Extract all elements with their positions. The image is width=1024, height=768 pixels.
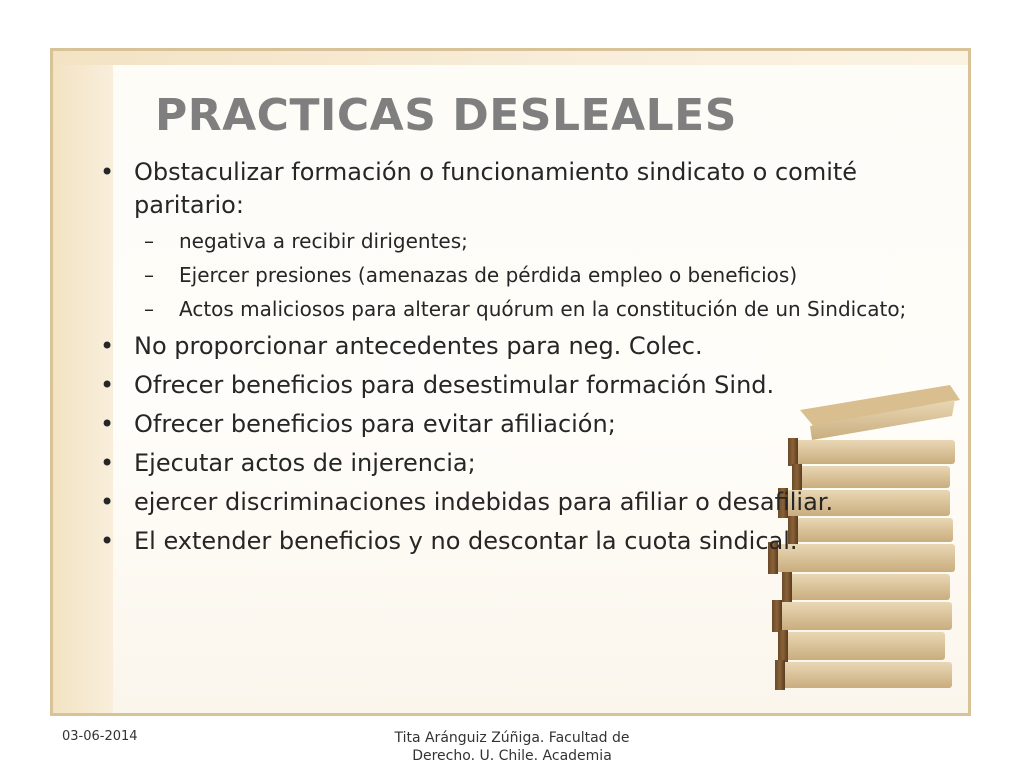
dash-icon: – — [144, 263, 154, 287]
bullet-item — [100, 447, 920, 480]
footer-date: 03-06-2014 — [62, 729, 138, 744]
bullet-text: Obstaculizar formación o funcionamiento sindicato o comité paritario: — [134, 158, 858, 219]
footer-author — [362, 729, 662, 765]
frame-top-band — [53, 51, 968, 65]
bullet-icon: • — [100, 158, 115, 186]
bullet-text: Ofrecer beneficios para desestimular formación Sind. — [134, 371, 775, 399]
sub-bullet-item — [100, 262, 920, 289]
bullet-item — [100, 330, 920, 363]
bullet-item — [100, 156, 920, 222]
sub-bullet-item — [100, 228, 920, 255]
bullet-item — [100, 525, 920, 558]
bullet-text: Ofrecer beneficios para evitar afiliación; — [134, 410, 616, 438]
bullet-item — [100, 369, 920, 402]
bullet-item — [100, 486, 920, 519]
bullet-icon: • — [100, 332, 115, 360]
slide-title: PRACTICAS DESLEALES — [155, 90, 737, 141]
sub-bullet-list — [100, 228, 920, 323]
bullet-text: No proporcionar antecedentes para neg. Colec. — [134, 332, 703, 360]
footer-author-line: Tita Aránguiz Zúñiga. Facultad de — [394, 730, 630, 746]
dash-icon: – — [144, 229, 154, 253]
bullet-icon: • — [100, 449, 115, 477]
bullet-text: Ejecutar actos de injerencia; — [134, 449, 476, 477]
bullet-list — [100, 156, 920, 564]
bullet-item — [100, 408, 920, 441]
sub-bullet-item — [100, 296, 920, 323]
sub-bullet-text: Actos maliciosos para alterar quórum en la constitución de un Sindicato; — [179, 297, 907, 321]
bullet-icon: • — [100, 371, 115, 399]
dash-icon: – — [144, 297, 154, 321]
footer-author-line: Derecho. U. Chile. Academia — [412, 748, 612, 764]
bullet-text: ejercer discriminaciones indebidas para afiliar o desafiliar. — [134, 488, 834, 516]
sub-bullet-text: negativa a recibir dirigentes; — [179, 229, 468, 253]
bullet-icon: • — [100, 527, 115, 555]
bullet-icon: • — [100, 488, 115, 516]
sub-bullet-text: Ejercer presiones (amenazas de pérdida empleo o beneficios) — [179, 263, 798, 287]
bullet-text: El extender beneficios y no descontar la cuota sindical. — [134, 527, 798, 555]
bullet-icon: • — [100, 410, 115, 438]
